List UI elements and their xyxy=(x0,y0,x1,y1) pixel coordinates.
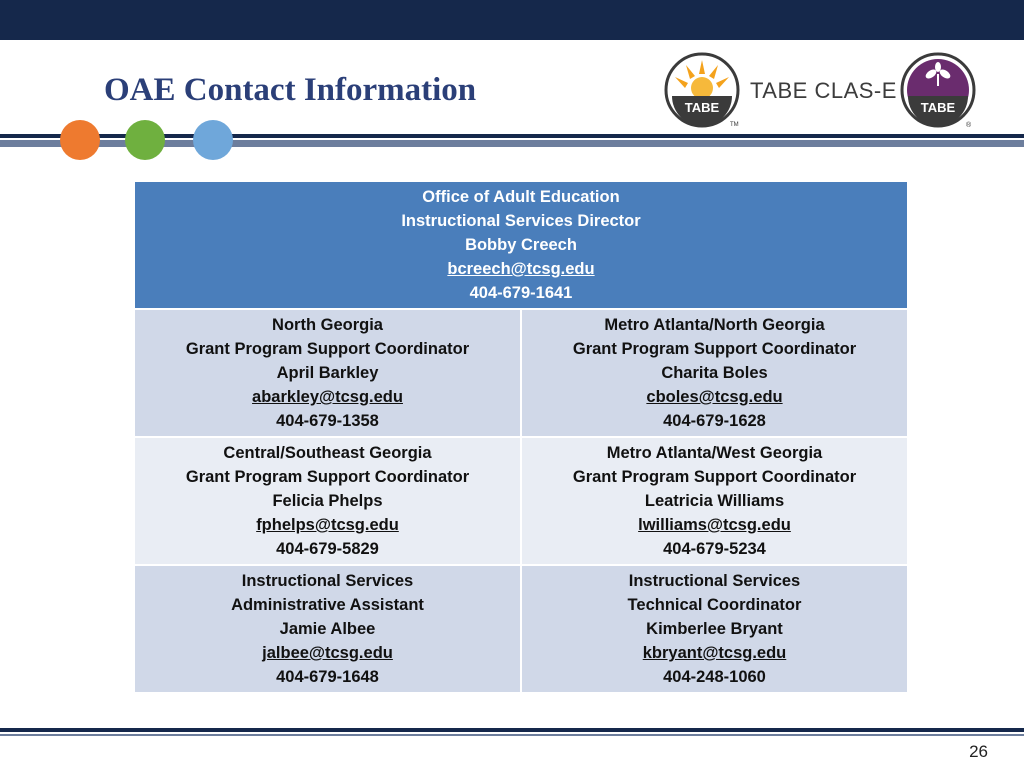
contact-cell xyxy=(134,565,521,693)
contact-cell xyxy=(134,437,521,565)
contact-phone: 404-679-5234 xyxy=(663,540,766,558)
table-row xyxy=(134,437,908,565)
contact-table xyxy=(133,180,909,694)
contact-email-link[interactable]: lwilliams@tcsg.edu xyxy=(638,516,791,534)
contact-phone: 404-679-5829 xyxy=(276,540,379,558)
table-row xyxy=(134,181,908,309)
director-cell xyxy=(134,181,908,309)
contact-phone: 404-679-1358 xyxy=(276,412,379,430)
contact-cell xyxy=(521,437,908,565)
contact-role: Grant Program Support Coordinator xyxy=(185,468,470,486)
tabe-clas-e-text: TABE CLAS-E xyxy=(750,78,897,103)
contact-region: Instructional Services xyxy=(241,572,414,590)
contact-email-link[interactable]: fphelps@tcsg.edu xyxy=(256,516,399,534)
contact-cell xyxy=(521,565,908,693)
contact-region: Metro Atlanta/North Georgia xyxy=(604,316,825,334)
contact-role: Grant Program Support Coordinator xyxy=(572,340,857,358)
contact-region: Central/Southeast Georgia xyxy=(223,444,432,462)
contact-email-link[interactable]: abarkley@tcsg.edu xyxy=(252,388,403,406)
contact-name: Leatricia Williams xyxy=(644,492,785,510)
contact-phone: 404-248-1060 xyxy=(663,668,766,686)
contact-name: Charita Boles xyxy=(661,364,768,382)
director-role: Instructional Services Director xyxy=(401,212,641,230)
contact-name: Felicia Phelps xyxy=(272,492,383,510)
contact-name: April Barkley xyxy=(276,364,379,382)
contact-cell xyxy=(134,309,521,437)
green-dot-icon xyxy=(125,120,165,160)
contact-role: Technical Coordinator xyxy=(627,596,802,614)
trademark-mark: TM xyxy=(730,122,739,128)
contact-cell xyxy=(521,309,908,437)
contact-region: North Georgia xyxy=(272,316,383,334)
contact-email-link[interactable]: jalbee@tcsg.edu xyxy=(262,644,393,662)
tabe-clas-e-logo-label: TABE xyxy=(920,100,956,115)
contact-role: Grant Program Support Coordinator xyxy=(185,340,470,358)
registered-mark: ® xyxy=(966,122,972,129)
director-name: Bobby Creech xyxy=(465,236,577,254)
director-office: Office of Adult Education xyxy=(422,188,620,206)
tabe-clas-e-logo-icon xyxy=(900,52,976,128)
tabe-logo-label: TABE xyxy=(684,100,720,115)
logo-area xyxy=(664,52,984,132)
contact-role: Administrative Assistant xyxy=(231,596,424,614)
table-row xyxy=(134,565,908,693)
contact-name: Kimberlee Bryant xyxy=(646,620,783,638)
contact-region: Instructional Services xyxy=(628,572,801,590)
contact-phone: 404-679-1628 xyxy=(663,412,766,430)
footer-divider-dark xyxy=(0,728,1024,732)
director-email-link[interactable]: bcreech@tcsg.edu xyxy=(447,260,595,278)
director-phone: 404-679-1641 xyxy=(469,284,573,302)
footer-divider-light xyxy=(0,734,1024,736)
tabe-logo-icon xyxy=(664,52,740,128)
orange-dot-icon xyxy=(60,120,100,160)
table-row xyxy=(134,309,908,437)
contact-name: Jamie Albee xyxy=(279,620,376,638)
contact-phone: 404-679-1648 xyxy=(276,668,379,686)
contact-role: Grant Program Support Coordinator xyxy=(572,468,857,486)
blue-dot-icon xyxy=(193,120,233,160)
contact-region: Metro Atlanta/West Georgia xyxy=(606,444,823,462)
contact-email-link[interactable]: kbryant@tcsg.edu xyxy=(642,644,787,662)
contact-email-link[interactable]: cboles@tcsg.edu xyxy=(646,388,783,406)
page-number: 26 xyxy=(969,742,988,761)
slide-title: OAE Contact Information xyxy=(104,72,477,108)
top-banner xyxy=(0,0,1024,40)
